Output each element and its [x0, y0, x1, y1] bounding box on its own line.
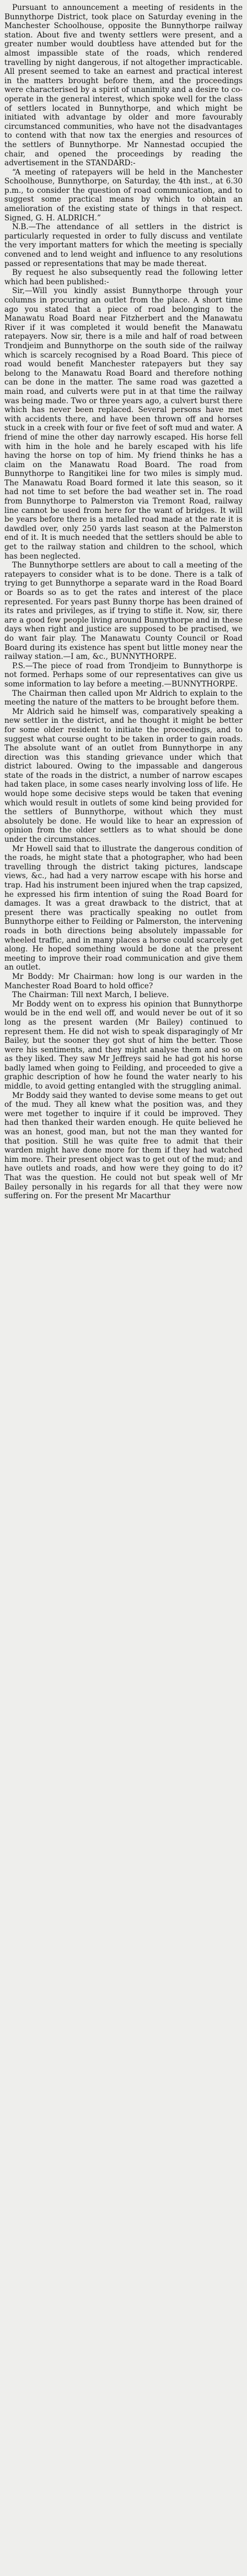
- letter-body: Sir,—Will you kindly assist Bunnythorpe through your columns in procuring an outlet from the place. A short time ago you stated that a piece of road belonging to the Manawatu Road Board near Fitzherbert and the Manawatu River if it was completed it would benefit the Manawatu ratepayers. Now sir, there is a mile and half of road between Trondjeim and Bunnythorpe on the south side of the railway which is scarcely recognised by a Road Board. This piece of road would benefit Manchester ratepayers but they say belong to the Manawatu Road Board and therefore nothing can be done in the matter. The same road was gazetted a main road, and culverts were put in at that time the railway was being made. Two or three years ago, a culvert burst there which has never been replaced. Several persons have met with accidents there, and have been thrown off and horses stuck in a creek with four or five feet of soft mud and water. A friend of mine the other day narrowly escaped. His horse fell with him in the hole and he barely escaped with his life having the horse on top of him. My friend thinks he has a claim on the Manawatu Road Board. The road from Bunnythorpe to Rangitikei line for two miles is simply mud. The Manawatu Road Board formed it late this season, so it had not time to set before the bad weather set in. The road from Bunnythorpe to Palmerston via Tremont Road, railway line cannot be used from here for the want of bridges. It will be years before there is a metalled road made at the rate it is dawdled over, only 250 yards last season at the Palmerston end of it. It is much needed that the settlers should be able to get to the railway station and children to the school, which has been neglected.: [4, 286, 243, 561]
- article-paragraph-5: Mr Howell said that to illustrate the dangerous condition of the roads, he might state that a photographer, who had been travelling through the district taking pictures, landscape views, &c., had had a very narrow escape with his horse and trap. Had his instrument been injured when the trap capsized, he expressed his firm intention of suing the Road Board for damages. It was a great drawback to the district, that at present there was practically speaking no outlet from Bunnythorpe either to Feilding or Palmerston, the intervening roads in both directions being absolutely impassable for wheeled traffic, and in many places a horse could scarcely get along. He hoped something would be done at the present meeting to improve their road communication and give them an outlet.: [4, 844, 243, 972]
- advertisement-note: N.B.—The attendance of all settlers in the district is particularly requested in order to fully discuss and ventilate the very important matters for which the meeting is specially convened and to lend weight and influence to any resolutions passed or representations that may be made thereat.: [4, 223, 243, 268]
- article-paragraph-6: Mr Boddy: Mr Chairman: how long is our warden in the Manchester Road Board to hold office?: [4, 972, 243, 991]
- article-paragraph-8: Mr Boddy went on to express his opinion that Bunnythorpe would be in the end well off, and would never be out of it so long as the present warden (Mr Bailey) continued to represent them. He did not wish to speak disparagingly of Mr Bailey, but the sooner they got shut of him the better. Those were his sentiments, and they might analyse them and so on as they liked. They saw Mr Jeffreys said he had got his horse badly lamed when going to Feilding, and proceeded to give a graphic description of how he found the water nearly to his middle, to avoid getting entangled with the struggling animal.: [4, 999, 243, 1091]
- article-paragraph-1: Pursuant to announcement a meeting of residents in the Bunnythorpe District, took place on Saturday evening in the Manchester Schoolhouse, opposite the Bunnythorpe railway station. About five and twenty settlers were present, and a greater number would doubtless have attended but for the almost impassible state of the roads, which rendered travelling by night dangerous, if not altogether impracticable. All present seemed to take an earnest and practical interest in the matters brought before them, and the proceedings were characterised by a spirit of unanimity and a desire to co-operate in the general interest, which spoke well for the class of settlers located in Bunnythorpe, and which might be initiated with advantage by older and more favourably circumstanced communities, who have not the disadvantages to contend with that now tax the energies and resources of the settlers of Bunnythorpe. Mr Nannestad occupied the chair, and opened the proceedings by reading the advertisement in the STANDARD:-: [4, 3, 243, 168]
- article-paragraph-7: The Chairman: Till next March, I believe.: [12, 991, 169, 1000]
- article-paragraph-3: The Chairman then called upon Mr Aldrich to explain to the meeting the nature of the matters to be brought before them.: [4, 689, 243, 707]
- article-paragraph-9: Mr Boddy said they wanted to devise some means to get out of the mud. They all knew what the position was, and they were met together to inquire if it could be improved. They had then thanked their warden enough. He quite believed he was an honest, good man, but not the man they wanted for that position. Still he was quite free to admit that their warden might have done more for them if they had watched him more. Their present object was to get out of the mud; and have outlets and roads, and how were they going to do it? That was the question. He could not but speak well of Mr Bailey personally in his regards for all that they were now suffering on. For the present Mr Macarthur: [4, 1091, 243, 1201]
- letter-postscript: P.S.—The piece of road from Trondjeim to Bunnythorpe is not formed. Perhaps some of our representatives can give us some information to lay before a meeting.—BUNNYTHORPE.: [4, 661, 243, 689]
- article-paragraph-4: Mr Aldrich said he himself was, comparatively speaking a new settler in the district, and he thought it might be better for some older resident to initiate the proceedings, and to suggest what course ought to be taken in order to gain roads. The absolute want of an outlet from Bunnythorpe in any direction was this standing grievance under which that district laboured. Owing to the impassable and dangerous state of the roads in the district, a number of narrow escapes had taken place, in some cases nearly involving loss of life. He would hope some decisive steps would be taken that evening which would result in outlets of some kind being provided for the settlers of Bunnythorpe, without which they must absolutely be done. He would like to hear an expression of opinion from the older settlers as to what should be done under the circumstances.: [4, 707, 243, 845]
- letter-continuation: The Bunnythorpe settlers are about to call a meeting of the ratepayers to consider what is to be done. There is a talk of trying to get Bunnythorpe a separate ward in the Road Board or Boards so as to get the rates and interest of the place represented. For years past Bunny thorpe has been drained of its rates and privileges, as if trying to stifle it. Now, sir, there are a good few people living around Bunnythorpe and in these days when right and justice are supposed to be practised, we do want fair play. The Manawatu County Council or Road Board during its existence has spent but little money near the railway station.—I am, &c., BUNNYTHORPE.: [4, 561, 243, 662]
- advertisement-paragraph: “A meeting of ratepayers will be held in the Manchester Schoolhouse, Bunnythorpe, on Saturday, the 4th inst., at 6.30 p.m., to consider the question of road communication, and to suggest some practical means by which to obtain an amelioration of the existing state of things in that respect. Signed, G. H. ALDRICH.”: [4, 167, 243, 223]
- newspaper-column: [4, 3, 243, 2569]
- article-paragraph-2: By request he also subsequently read the following letter which had been published:-: [4, 268, 243, 286]
